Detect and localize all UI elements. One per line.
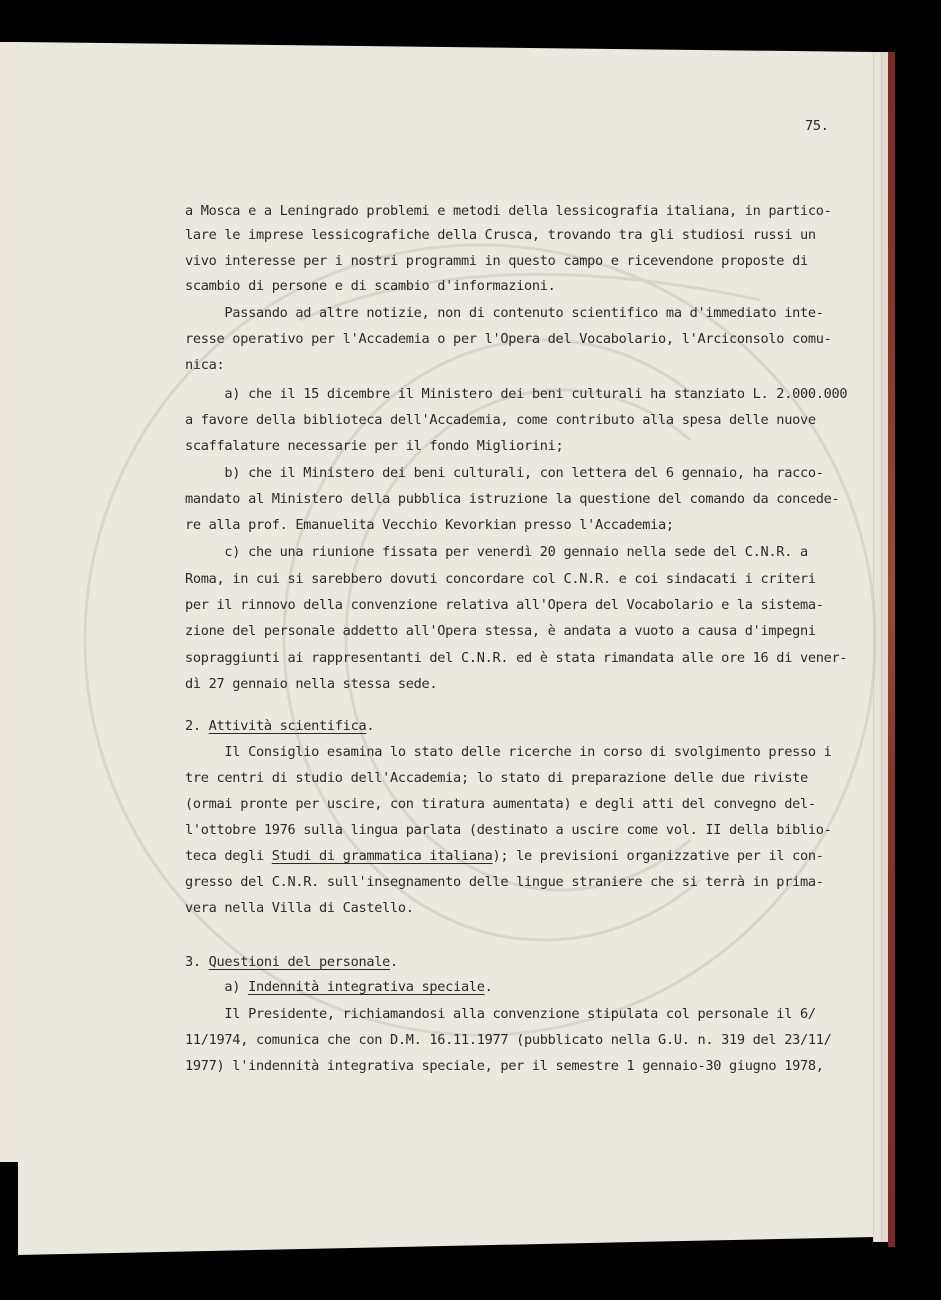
text-line: Passando ad altre notizie, non di contenuto scientifico ma d'immediato inte-: [185, 305, 824, 321]
text-line: per il rinnovo della convenzione relativa all'Opera del Vocabolario e la sistema-: [185, 597, 824, 613]
page-number: 75.: [805, 118, 829, 134]
section-title-period: .: [390, 954, 398, 970]
book-cover-edge: [888, 52, 895, 1247]
facing-page-edge: [0, 42, 19, 1162]
text-fragment: ); le previsioni organizzative per il con-: [492, 848, 824, 864]
subsection-title: Indennità integrativa speciale: [248, 979, 485, 995]
text-line: dì 27 gennaio nella stessa sede.: [185, 676, 438, 692]
text-line: Il Consiglio esamina lo stato delle ricerche in corso di svolgimento presso i: [185, 744, 832, 760]
section-number: 3.: [185, 954, 209, 970]
section-2-heading: [185, 718, 374, 734]
text-line: (ormai pronte per uscire, con tiratura aumentata) e degli atti del convegno del-: [185, 796, 816, 812]
journal-title: Studi di grammatica italiana: [271, 848, 493, 864]
text-line: 11/1974, comunica che con D.M. 16.11.1977 (pubblicato nella G.U. n. 319 del 23/11/: [185, 1032, 832, 1048]
text-line: zione del personale addetto all'Opera stessa, è andata a vuoto a causa d'impegni: [185, 623, 816, 639]
text-line: mandato al Ministero della pubblica istruzione la questione del comando da concede-: [185, 491, 840, 507]
text-line: Roma, in cui si sarebbero dovuti concordare col C.N.R. e coi sindacati i criteri: [185, 571, 816, 587]
text-line: re alla prof. Emanuelita Vecchio Kevorkian presso l'Accademia;: [185, 517, 674, 533]
text-line: scambio di persone e di scambio d'informazioni.: [185, 278, 556, 294]
text-line: l'ottobre 1976 sulla lingua parlata (destinato a uscire come vol. II della biblio-: [185, 822, 832, 838]
text-fragment: teca degli: [185, 848, 272, 864]
section-number: 2.: [185, 718, 209, 734]
subsection-heading: [185, 979, 493, 995]
text-line: b) che il Ministero dei beni culturali, con lettera del 6 gennaio, ha racco-: [185, 465, 824, 481]
section-title: Attività scientifica: [208, 718, 367, 734]
text-line: c) che una riunione fissata per venerdì 20 gennaio nella sede del C.N.R. a: [185, 544, 808, 560]
text-line: a Mosca e a Leningrado problemi e metodi della lessicografia italiana, in partico-: [185, 203, 832, 219]
text-line: a) che il 15 dicembre il Ministero dei beni culturali ha stanziato L. 2.000.000: [185, 386, 848, 402]
section-3-heading: [185, 954, 398, 970]
text-line: [185, 848, 824, 864]
subsection-label: a): [185, 979, 249, 995]
text-line: nica:: [185, 357, 225, 373]
text-line: vivo interesse per i nostri programmi in questo campo e ricevendone proposte di: [185, 253, 808, 269]
text-line: gresso del C.N.R. sull'insegnamento delle lingue straniere che si terrà in prima-: [185, 874, 824, 890]
section-title: Questioni del personale: [208, 954, 390, 970]
text-line: resse operativo per l'Accademia o per l'Opera del Vocabolario, l'Arciconsolo comu-: [185, 331, 832, 347]
subsection-period: .: [484, 979, 493, 995]
text-line: a favore della biblioteca dell'Accademia, come contributo alla spesa delle nuove: [185, 412, 816, 428]
text-line: tre centri di studio dell'Accademia; lo stato di preparazione delle due riviste: [185, 770, 808, 786]
text-line: lare le imprese lessicografiche della Crusca, trovando tra gli studiosi russi un: [185, 227, 816, 243]
text-line: vera nella Villa di Castello.: [185, 900, 414, 916]
section-title-period: .: [366, 718, 375, 734]
text-line: Il Presidente, richiamandosi alla convenzione stipulata col personale il 6/: [185, 1006, 816, 1022]
text-line: sopraggiunti ai rappresentanti del C.N.R. ed è stata rimandata alle ore 16 di vener-: [185, 650, 848, 666]
text-line: 1977) l'indennità integrativa speciale, per il semestre 1 gennaio-30 giugno 1978,: [185, 1058, 824, 1074]
text-line: scaffalature necessarie per il fondo Migliorini;: [185, 438, 564, 454]
